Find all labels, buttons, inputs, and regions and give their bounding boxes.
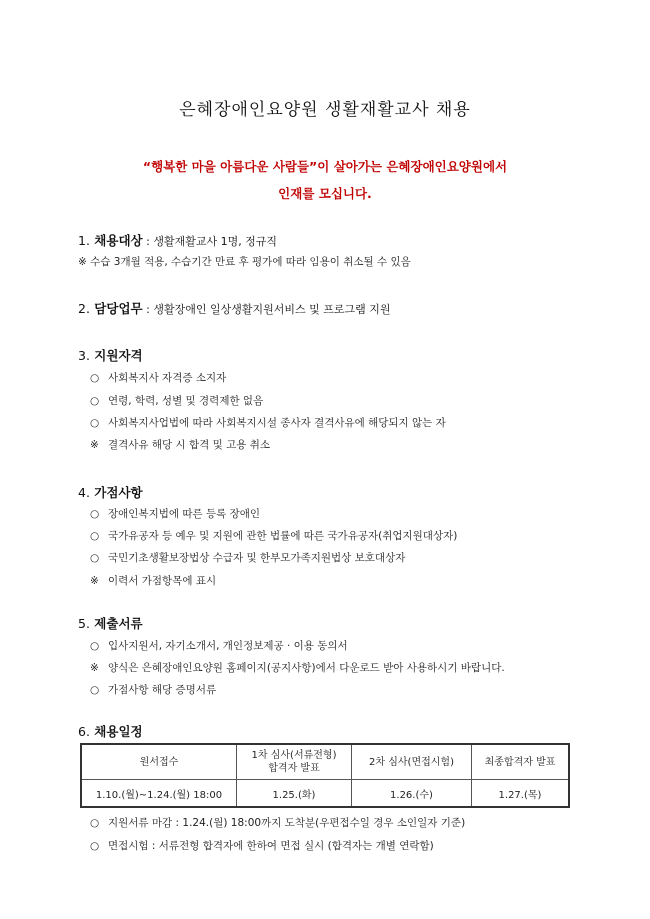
list-item-text: 사회복지사업법에 따라 사회복지시설 종사자 결격사유에 해당되지 않는 자: [108, 417, 446, 429]
circle-bullet-icon: ○: [90, 684, 100, 696]
section-number: 2.: [78, 301, 90, 316]
table-header-row: [81, 744, 569, 780]
list-item: [90, 838, 434, 853]
section-1-note: ※ 수습 3개월 적용, 수습기간 만료 후 평가에 따라 임용이 취소될 수 있음: [78, 256, 411, 268]
note-text: 이력서 가점항목에 표시: [108, 575, 217, 587]
circle-bullet-icon: ○: [90, 372, 100, 384]
section-6-heading: [78, 722, 143, 740]
list-item: [90, 370, 226, 385]
list-item-text: 가점사항 해당 증명서류: [108, 684, 217, 696]
list-item: [90, 528, 457, 543]
section-text: 생활재활교사 1명, 정규직: [153, 235, 278, 248]
circle-bullet-icon: ○: [90, 817, 100, 829]
list-item-text: 국민기초생활보장법상 수급자 및 한부모가족지원법상 보호대상자: [108, 552, 406, 564]
circle-bullet-icon: ○: [90, 530, 100, 542]
separator: :: [142, 303, 154, 316]
section-2-heading: [78, 299, 390, 317]
circle-bullet-icon: ○: [90, 552, 100, 564]
section-3-heading: [78, 346, 143, 364]
list-note: [90, 437, 270, 452]
section-title: 채용일정: [94, 724, 143, 739]
table-header-cell: 최종합격자 발표: [472, 744, 570, 780]
section-number: 6.: [78, 724, 90, 739]
section-5-heading: [78, 614, 143, 632]
section-text: 생활장애인 일상생활지원서비스 및 프로그램 지원: [153, 303, 391, 316]
table-cell: 1.27.(목): [472, 780, 570, 808]
schedule-table: [80, 743, 570, 808]
section-title: 제출서류: [94, 616, 143, 631]
list-item: [90, 815, 465, 830]
list-item: [90, 393, 263, 408]
separator: :: [142, 235, 154, 248]
section-title: 가점사항: [94, 485, 143, 500]
list-item: [90, 506, 260, 521]
page-title: 은혜장애인요양원 생활재활교사 채용: [179, 100, 471, 120]
header-line: 1차 심사(서류전형): [251, 750, 337, 761]
list-item-text: 지원서류 마감 : 1.24.(월) 18:00까지 도착분(우편접수일 경우 소인일자 기준): [108, 817, 466, 829]
note-text: 결격사유 해당 시 합격 및 고용 취소: [108, 439, 271, 451]
list-item-text: 입사지원서, 자기소개서, 개인정보제공 · 이용 동의서: [108, 640, 348, 652]
note-mark-icon: ※: [90, 662, 99, 674]
section-number: 4.: [78, 485, 90, 500]
table-cell: 1.25.(화): [237, 780, 352, 808]
list-item-text: 면접시험 : 서류전형 합격자에 한하여 면접 실시 (합격자는 개별 연락함): [108, 840, 434, 852]
list-item: [90, 638, 348, 653]
circle-bullet-icon: ○: [90, 395, 100, 407]
section-title: 채용대상: [94, 233, 143, 248]
section-1-heading: [78, 231, 277, 249]
table-cell: 1.26.(수): [352, 780, 472, 808]
circle-bullet-icon: ○: [90, 840, 100, 852]
list-item-text: 연령, 학력, 성별 및 경력제한 없음: [108, 395, 264, 407]
header-line: 합격자 발표: [268, 763, 320, 774]
note-text: 양식은 은혜장애인요양원 홈페이지(공지사항)에서 다운로드 받아 사용하시기 바랍니다.: [108, 662, 505, 674]
slogan-line-1: “행복한 마을 아름다운 사람들”이 살아가는 은혜장애인요양원에서: [142, 159, 508, 174]
table-row: [81, 780, 569, 808]
table-header-cell: 원서접수: [81, 744, 237, 780]
slogan-line-2: 인재를 모십니다.: [278, 186, 372, 201]
section-number: 3.: [78, 348, 90, 363]
table-header-cell: 2차 심사(면접시험): [352, 744, 472, 780]
list-item-text: 사회복지사 자격증 소지자: [108, 372, 227, 384]
table-header-cell: [237, 744, 352, 780]
list-note: [90, 573, 216, 588]
list-item-text: 국가유공자 등 예우 및 지원에 관한 법률에 따른 국가유공자(취업지원대상자): [108, 530, 458, 542]
list-item: [90, 415, 446, 430]
circle-bullet-icon: ○: [90, 640, 100, 652]
note-mark-icon: ※: [90, 439, 99, 451]
section-number: 1.: [78, 233, 90, 248]
list-item: [90, 550, 405, 565]
table-cell: 1.10.(월)~1.24.(월) 18:00: [81, 780, 237, 808]
circle-bullet-icon: ○: [90, 417, 100, 429]
list-note: [90, 660, 505, 675]
list-item-text: 장애인복지법에 따른 등록 장애인: [108, 508, 261, 520]
section-title: 담당업무: [94, 301, 143, 316]
section-4-heading: [78, 483, 143, 501]
circle-bullet-icon: ○: [90, 508, 100, 520]
note-mark-icon: ※: [90, 575, 99, 587]
list-item: [90, 682, 216, 697]
section-number: 5.: [78, 616, 90, 631]
section-title: 지원자격: [94, 348, 143, 363]
